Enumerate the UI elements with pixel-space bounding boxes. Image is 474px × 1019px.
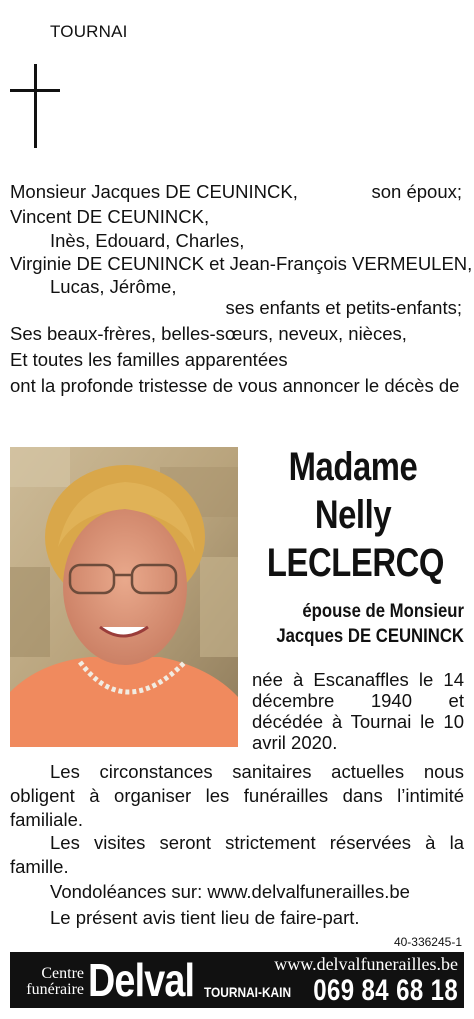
family-line-daughter: Virginie DE CEUNINCK et Jean-François VERMEULEN, xyxy=(10,253,473,274)
deceased-last-name: LECLERCQ xyxy=(266,541,445,585)
cross-icon-bar xyxy=(10,89,60,92)
deceased-spouse-line-2: Jacques DE CEUNINCK xyxy=(276,626,464,647)
footer-brand: Delval xyxy=(88,954,195,1006)
family-role-spouse: son époux; xyxy=(371,181,462,202)
footer-website-link[interactable]: www.delvalfunerailles.be xyxy=(274,954,458,974)
cross-icon xyxy=(34,64,37,148)
footer-phone[interactable]: 069 84 68 18 xyxy=(313,974,458,1007)
deceased-title: Madame xyxy=(288,445,418,489)
deceased-photo xyxy=(10,447,238,747)
family-line-relatives: Et toutes les familles apparentées xyxy=(10,349,288,370)
family-line-inlaws: Ses beaux-frères, belles-sœurs, neveux, nièces, xyxy=(10,323,407,344)
family-line-grandchildren-1: Inès, Edouard, Charles, xyxy=(50,230,245,251)
deceased-first-name: Nelly xyxy=(314,493,392,537)
paragraph-condolences: Vondoléances sur: www.delvalfunerailles.be xyxy=(50,881,410,902)
family-line-grandchildren-2: Lucas, Jérôme, xyxy=(50,276,177,297)
paragraph-circumstances: Les circonstances sanitaires actuelles nous obligent à organiser les funérailles dans l’intimité familiale. xyxy=(10,761,464,830)
family-line-spouse: Monsieur Jacques DE CEUNINCK, xyxy=(10,181,298,202)
announcement-text: ont la profonde tristesse de vous annoncer le décès de xyxy=(10,375,460,396)
birth-death-text: née à Escanaffles le 14 décembre 1940 et décédée à Tournai le 10 avril 2020. xyxy=(252,669,464,753)
footer-centre-line-1: Centre xyxy=(41,965,84,982)
footer-banner xyxy=(10,952,464,1008)
footer-centre-line-2: funéraire xyxy=(26,981,84,998)
family-line-son: Vincent DE CEUNINCK, xyxy=(10,206,210,227)
footer-centre-label xyxy=(16,966,84,998)
deceased-spouse-line-1: épouse de Monsieur xyxy=(302,601,464,622)
paragraph-visits: Les visites seront strictement réservées à la famille. xyxy=(10,832,464,877)
family-role-children: ses enfants et petits-enfants; xyxy=(225,297,462,318)
footer-city: TOURNAI-KAIN xyxy=(204,984,292,1000)
location-header: TOURNAI xyxy=(50,22,128,41)
reference-number: 40-336245-1 xyxy=(393,935,462,949)
paragraph-notice: Le présent avis tient lieu de faire-part. xyxy=(50,907,360,928)
